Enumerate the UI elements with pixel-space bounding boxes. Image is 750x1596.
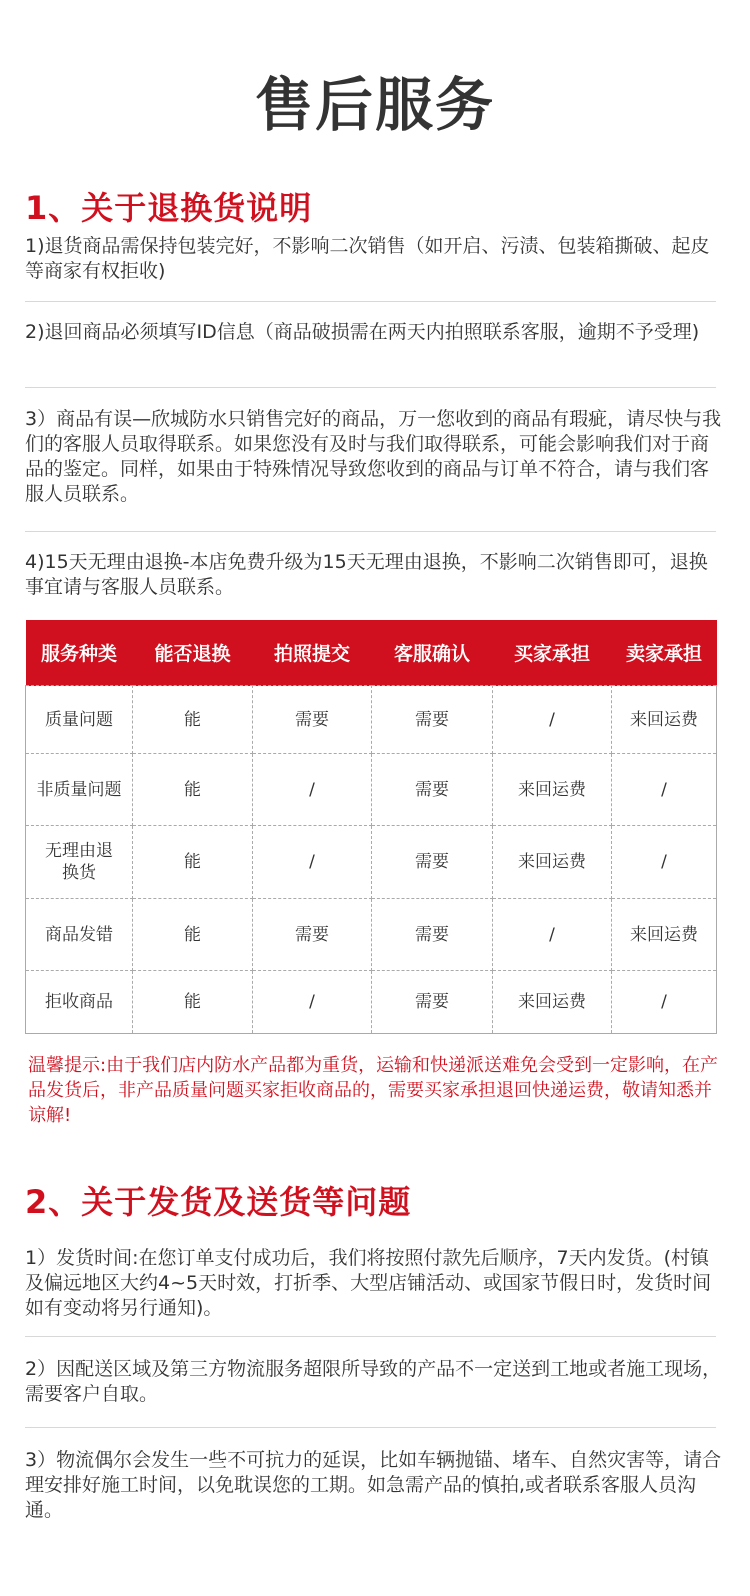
table-cell: 需要 [372, 971, 493, 1034]
table-cell: / [493, 899, 612, 971]
header-service-type: 服务种类 [26, 620, 133, 686]
section-1-paragraph-3: 3）商品有误—欣城防水只销售完好的商品，万一您收到的商品有瑕疵，请尽快与我们的客服人员取得联系。如果您没有及时与我们取得联系，可能会影响我们对于商品的鉴定。同样，如果由于特殊情况导致您收到的商品与订单不符合，请与我们客服人员联系。 [25, 408, 722, 505]
table-cell: / [612, 971, 717, 1034]
warm-tip: 温馨提示:由于我们店内防水产品都为重货，运输和快递派送难免会受到一定影响，在产品发货后，非产品质量问题买家拒收商品的，需要买家承担退回快递运费，敬请知悉并谅解! [28, 1055, 719, 1126]
table-header-row [26, 620, 717, 686]
section-2-paragraph-1: 1）发货时间:在您订单支付成功后，我们将按照付款先后顺序，7天内发货。(村镇及偏远地区大约4~5天时效，打折季、大型店铺活动、或国家节假日时，发货时间如有变动将另行通知)。 [25, 1247, 712, 1319]
section-2-title: 2、关于发货及送货等问题 [25, 1183, 412, 1221]
table-cell: 能 [133, 899, 253, 971]
table-cell: 需要 [253, 899, 372, 971]
table-cell: 能 [133, 826, 253, 899]
page-title: 售后服务 [254, 71, 495, 139]
section-1-paragraph-2: 2)退回商品必须填写ID信息（商品破损需在两天内拍照联系客服，逾期不予受理) [25, 321, 700, 343]
divider [25, 301, 716, 302]
table-cell: 拒收商品 [26, 971, 133, 1034]
table-cell: 需要 [372, 686, 493, 754]
table-cell: 需要 [372, 826, 493, 899]
table-cell: 需要 [372, 754, 493, 826]
section-2-paragraph-2: 2）因配送区域及第三方物流服务超限所导致的产品不一定送到工地或者施工现场，需要客户自取。 [25, 1358, 722, 1405]
table-cell: 能 [133, 686, 253, 754]
section-1-paragraph-4: 4)15天无理由退换-本店免费升级为15天无理由退换，不影响二次销售即可，退换事宜请与客服人员联系。 [25, 551, 708, 598]
table-cell: 无理由退换货 [26, 826, 133, 899]
table-cell: 来回运费 [612, 686, 717, 754]
table-cell: 需要 [372, 899, 493, 971]
table-cell: 质量问题 [26, 686, 133, 754]
table-cell: / [612, 826, 717, 899]
divider [25, 387, 716, 388]
section-1-title: 1、关于退换货说明 [25, 189, 313, 227]
table-cell: 需要 [253, 686, 372, 754]
service-table [25, 620, 717, 1034]
table-cell: 非质量问题 [26, 754, 133, 826]
table-cell: 能 [133, 754, 253, 826]
table-cell: 能 [133, 971, 253, 1034]
header-seller-pays: 卖家承担 [612, 620, 717, 686]
table-row [26, 754, 717, 826]
table-row [26, 826, 717, 899]
table-cell: 商品发错 [26, 899, 133, 971]
table-cell: 来回运费 [493, 826, 612, 899]
table-row [26, 971, 717, 1034]
divider [25, 531, 716, 532]
table-row [26, 899, 717, 971]
divider [25, 1427, 716, 1428]
table-cell: 来回运费 [493, 754, 612, 826]
table-cell: / [612, 754, 717, 826]
header-buyer-pays: 买家承担 [493, 620, 612, 686]
section-2-paragraph-3: 3）物流偶尔会发生一些不可抗力的延误，比如车辆抛锚、堵车、自然灾害等，请合理安排好施工时间，以免耽误您的工期。如急需产品的慎拍,或者联系客服人员沟通。 [25, 1449, 722, 1521]
header-service-confirm: 客服确认 [372, 620, 493, 686]
header-photo-submit: 拍照提交 [253, 620, 372, 686]
table-cell: 来回运费 [493, 971, 612, 1034]
divider [25, 1336, 716, 1337]
table-cell: / [253, 826, 372, 899]
table-cell: / [253, 754, 372, 826]
header-returnable: 能否退换 [133, 620, 253, 686]
table-row [26, 686, 717, 754]
table-cell: 来回运费 [612, 899, 717, 971]
table-cell: / [253, 971, 372, 1034]
section-1-paragraph-1: 1)退货商品需保持包装完好，不影响二次销售（如开启、污渍、包装箱撕破、起皮等商家有权拒收) [25, 235, 710, 282]
table-cell: / [493, 686, 612, 754]
